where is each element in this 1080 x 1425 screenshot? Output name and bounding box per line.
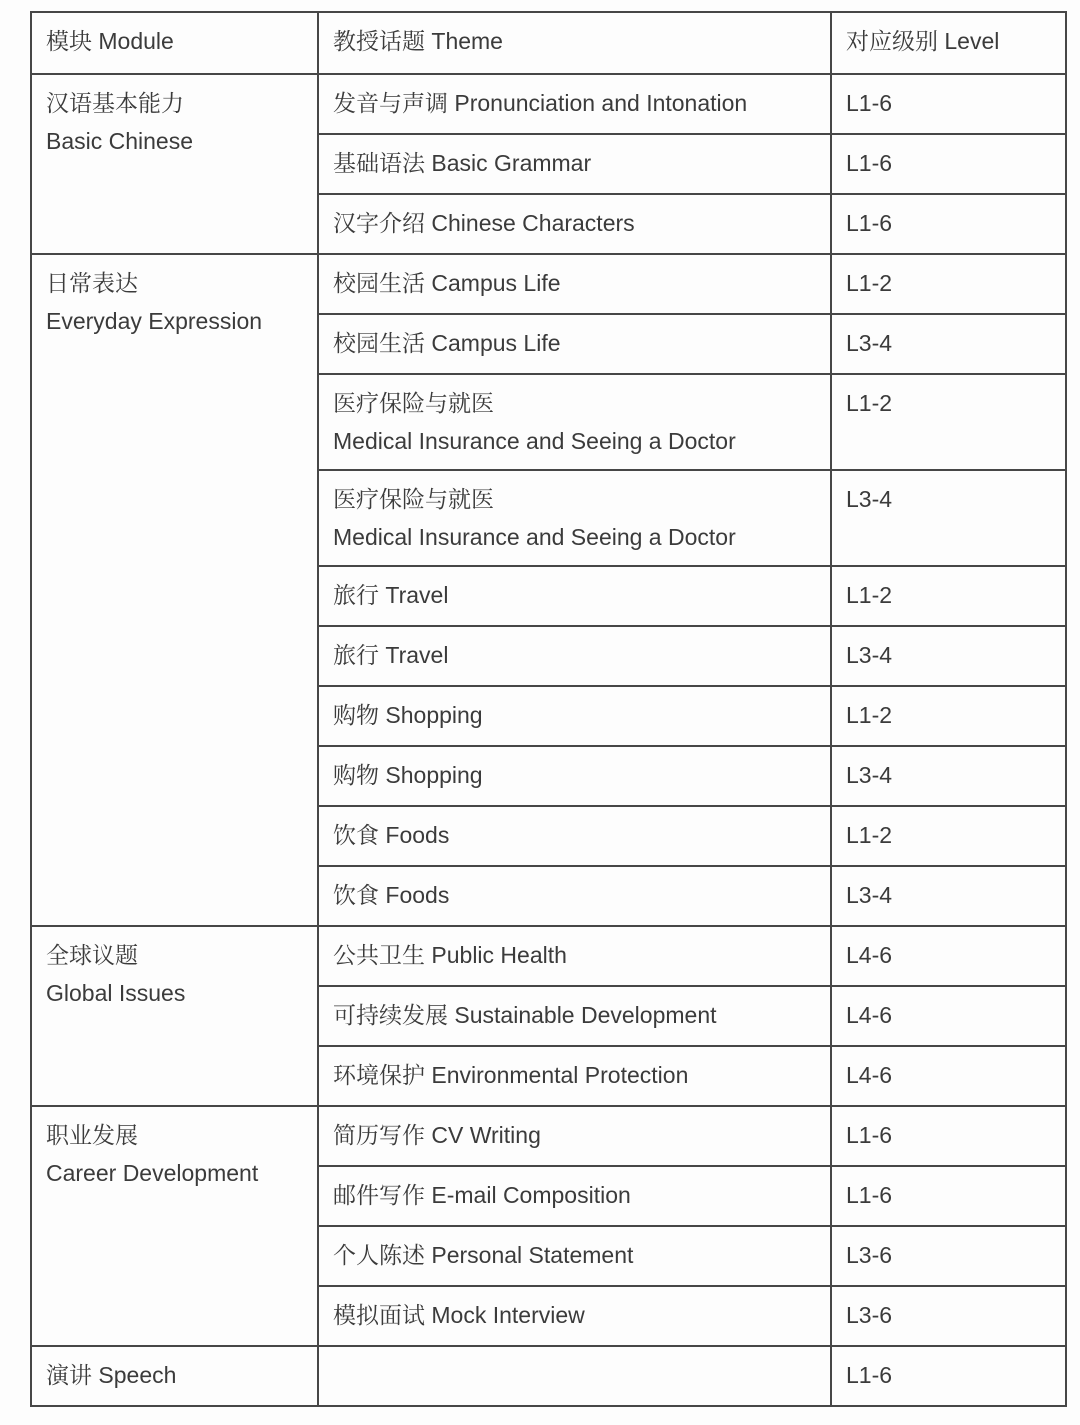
- level-cell: L4-6: [831, 1046, 1066, 1106]
- theme-line-1: 医疗保险与就医: [333, 486, 494, 512]
- theme-cell: [318, 134, 831, 194]
- header-theme: 教授话题 Theme: [318, 12, 831, 74]
- theme-cell: [318, 1046, 831, 1106]
- theme-line-1: 模拟面试 Mock Interview: [333, 1302, 585, 1328]
- module-zh-label: 演讲 Speech: [46, 1362, 177, 1388]
- theme-line-1: 饮食 Foods: [333, 822, 450, 848]
- module-cell-everyday-expression: [31, 254, 318, 926]
- table-header-row: [31, 12, 1066, 74]
- theme-line-1: 旅行 Travel: [333, 642, 449, 668]
- header-module: 模块 Module: [31, 12, 318, 74]
- level-cell: L1-6: [831, 194, 1066, 254]
- theme-cell: [318, 314, 831, 374]
- module-cell-basic-chinese: [31, 74, 318, 254]
- theme-cell: [318, 254, 831, 314]
- module-cell-speech: [31, 1346, 318, 1406]
- module-zh-label: 全球议题: [46, 942, 138, 968]
- level-cell: L3-4: [831, 470, 1066, 566]
- theme-line-1: 基础语法 Basic Grammar: [333, 150, 592, 176]
- theme-cell: [318, 1166, 831, 1226]
- theme-line-2: Medical Insurance and Seeing a Doctor: [333, 428, 736, 454]
- theme-line-1: 简历写作 CV Writing: [333, 1122, 541, 1148]
- theme-line-1: 购物 Shopping: [333, 762, 483, 788]
- theme-cell: [318, 470, 831, 566]
- level-cell: L1-2: [831, 254, 1066, 314]
- module-en-label: Basic Chinese: [46, 128, 194, 154]
- theme-cell: [318, 926, 831, 986]
- theme-line-1: 发音与声调 Pronunciation and Intonation: [333, 90, 748, 116]
- theme-cell: [318, 746, 831, 806]
- theme-cell: [318, 626, 831, 686]
- level-cell: L1-2: [831, 566, 1066, 626]
- level-cell: L3-4: [831, 626, 1066, 686]
- level-cell: L1-2: [831, 686, 1066, 746]
- module-zh-label: 日常表达: [46, 270, 138, 296]
- table-row: [31, 926, 1066, 986]
- level-cell: L1-6: [831, 74, 1066, 134]
- header-level: 对应级别 Level: [831, 12, 1066, 74]
- level-cell: L1-6: [831, 1106, 1066, 1166]
- theme-line-1: 个人陈述 Personal Statement: [333, 1242, 634, 1268]
- theme-cell: [318, 1226, 831, 1286]
- table-row: [31, 74, 1066, 134]
- level-cell: L1-2: [831, 374, 1066, 470]
- theme-line-1: 饮食 Foods: [333, 882, 450, 908]
- level-cell: L4-6: [831, 926, 1066, 986]
- module-zh-label: 职业发展: [46, 1122, 138, 1148]
- theme-cell: [318, 986, 831, 1046]
- theme-cell: [318, 194, 831, 254]
- theme-cell: [318, 566, 831, 626]
- level-cell: L3-4: [831, 314, 1066, 374]
- theme-line-1: 校园生活 Campus Life: [333, 330, 561, 356]
- theme-line-1: 购物 Shopping: [333, 702, 483, 728]
- level-cell: L3-6: [831, 1226, 1066, 1286]
- module-en-label: Career Development: [46, 1160, 259, 1186]
- module-cell-global-issues: [31, 926, 318, 1106]
- theme-line-1: 医疗保险与就医: [333, 390, 494, 416]
- theme-line-2: Medical Insurance and Seeing a Doctor: [333, 524, 736, 550]
- theme-cell-empty: [318, 1346, 831, 1406]
- theme-cell: [318, 374, 831, 470]
- table-row: [31, 254, 1066, 314]
- theme-line-1: 汉字介绍 Chinese Characters: [333, 210, 635, 236]
- course-modules-table: [30, 11, 1067, 1407]
- theme-cell: [318, 74, 831, 134]
- theme-line-1: 校园生活 Campus Life: [333, 270, 561, 296]
- module-cell-career-development: [31, 1106, 318, 1346]
- table-row: [31, 1346, 1066, 1406]
- level-cell: L1-6: [831, 1346, 1066, 1406]
- theme-line-1: 可持续发展 Sustainable Development: [333, 1002, 717, 1028]
- module-en-label: Global Issues: [46, 980, 186, 1006]
- level-cell: L3-4: [831, 746, 1066, 806]
- theme-line-1: 邮件写作 E-mail Composition: [333, 1182, 631, 1208]
- level-cell: L1-6: [831, 1166, 1066, 1226]
- theme-line-1: 公共卫生 Public Health: [333, 942, 567, 968]
- theme-cell: [318, 1106, 831, 1166]
- table-row: [31, 1106, 1066, 1166]
- theme-line-1: 旅行 Travel: [333, 582, 449, 608]
- theme-cell: [318, 806, 831, 866]
- level-cell: L4-6: [831, 986, 1066, 1046]
- theme-line-1: 环境保护 Environmental Protection: [333, 1062, 689, 1088]
- level-cell: L1-6: [831, 134, 1066, 194]
- theme-cell: [318, 686, 831, 746]
- level-cell: L3-6: [831, 1286, 1066, 1346]
- theme-cell: [318, 866, 831, 926]
- level-cell: L3-4: [831, 866, 1066, 926]
- module-zh-label: 汉语基本能力: [46, 90, 184, 116]
- module-en-label: Everyday Expression: [46, 308, 263, 334]
- level-cell: L1-2: [831, 806, 1066, 866]
- theme-cell: [318, 1286, 831, 1346]
